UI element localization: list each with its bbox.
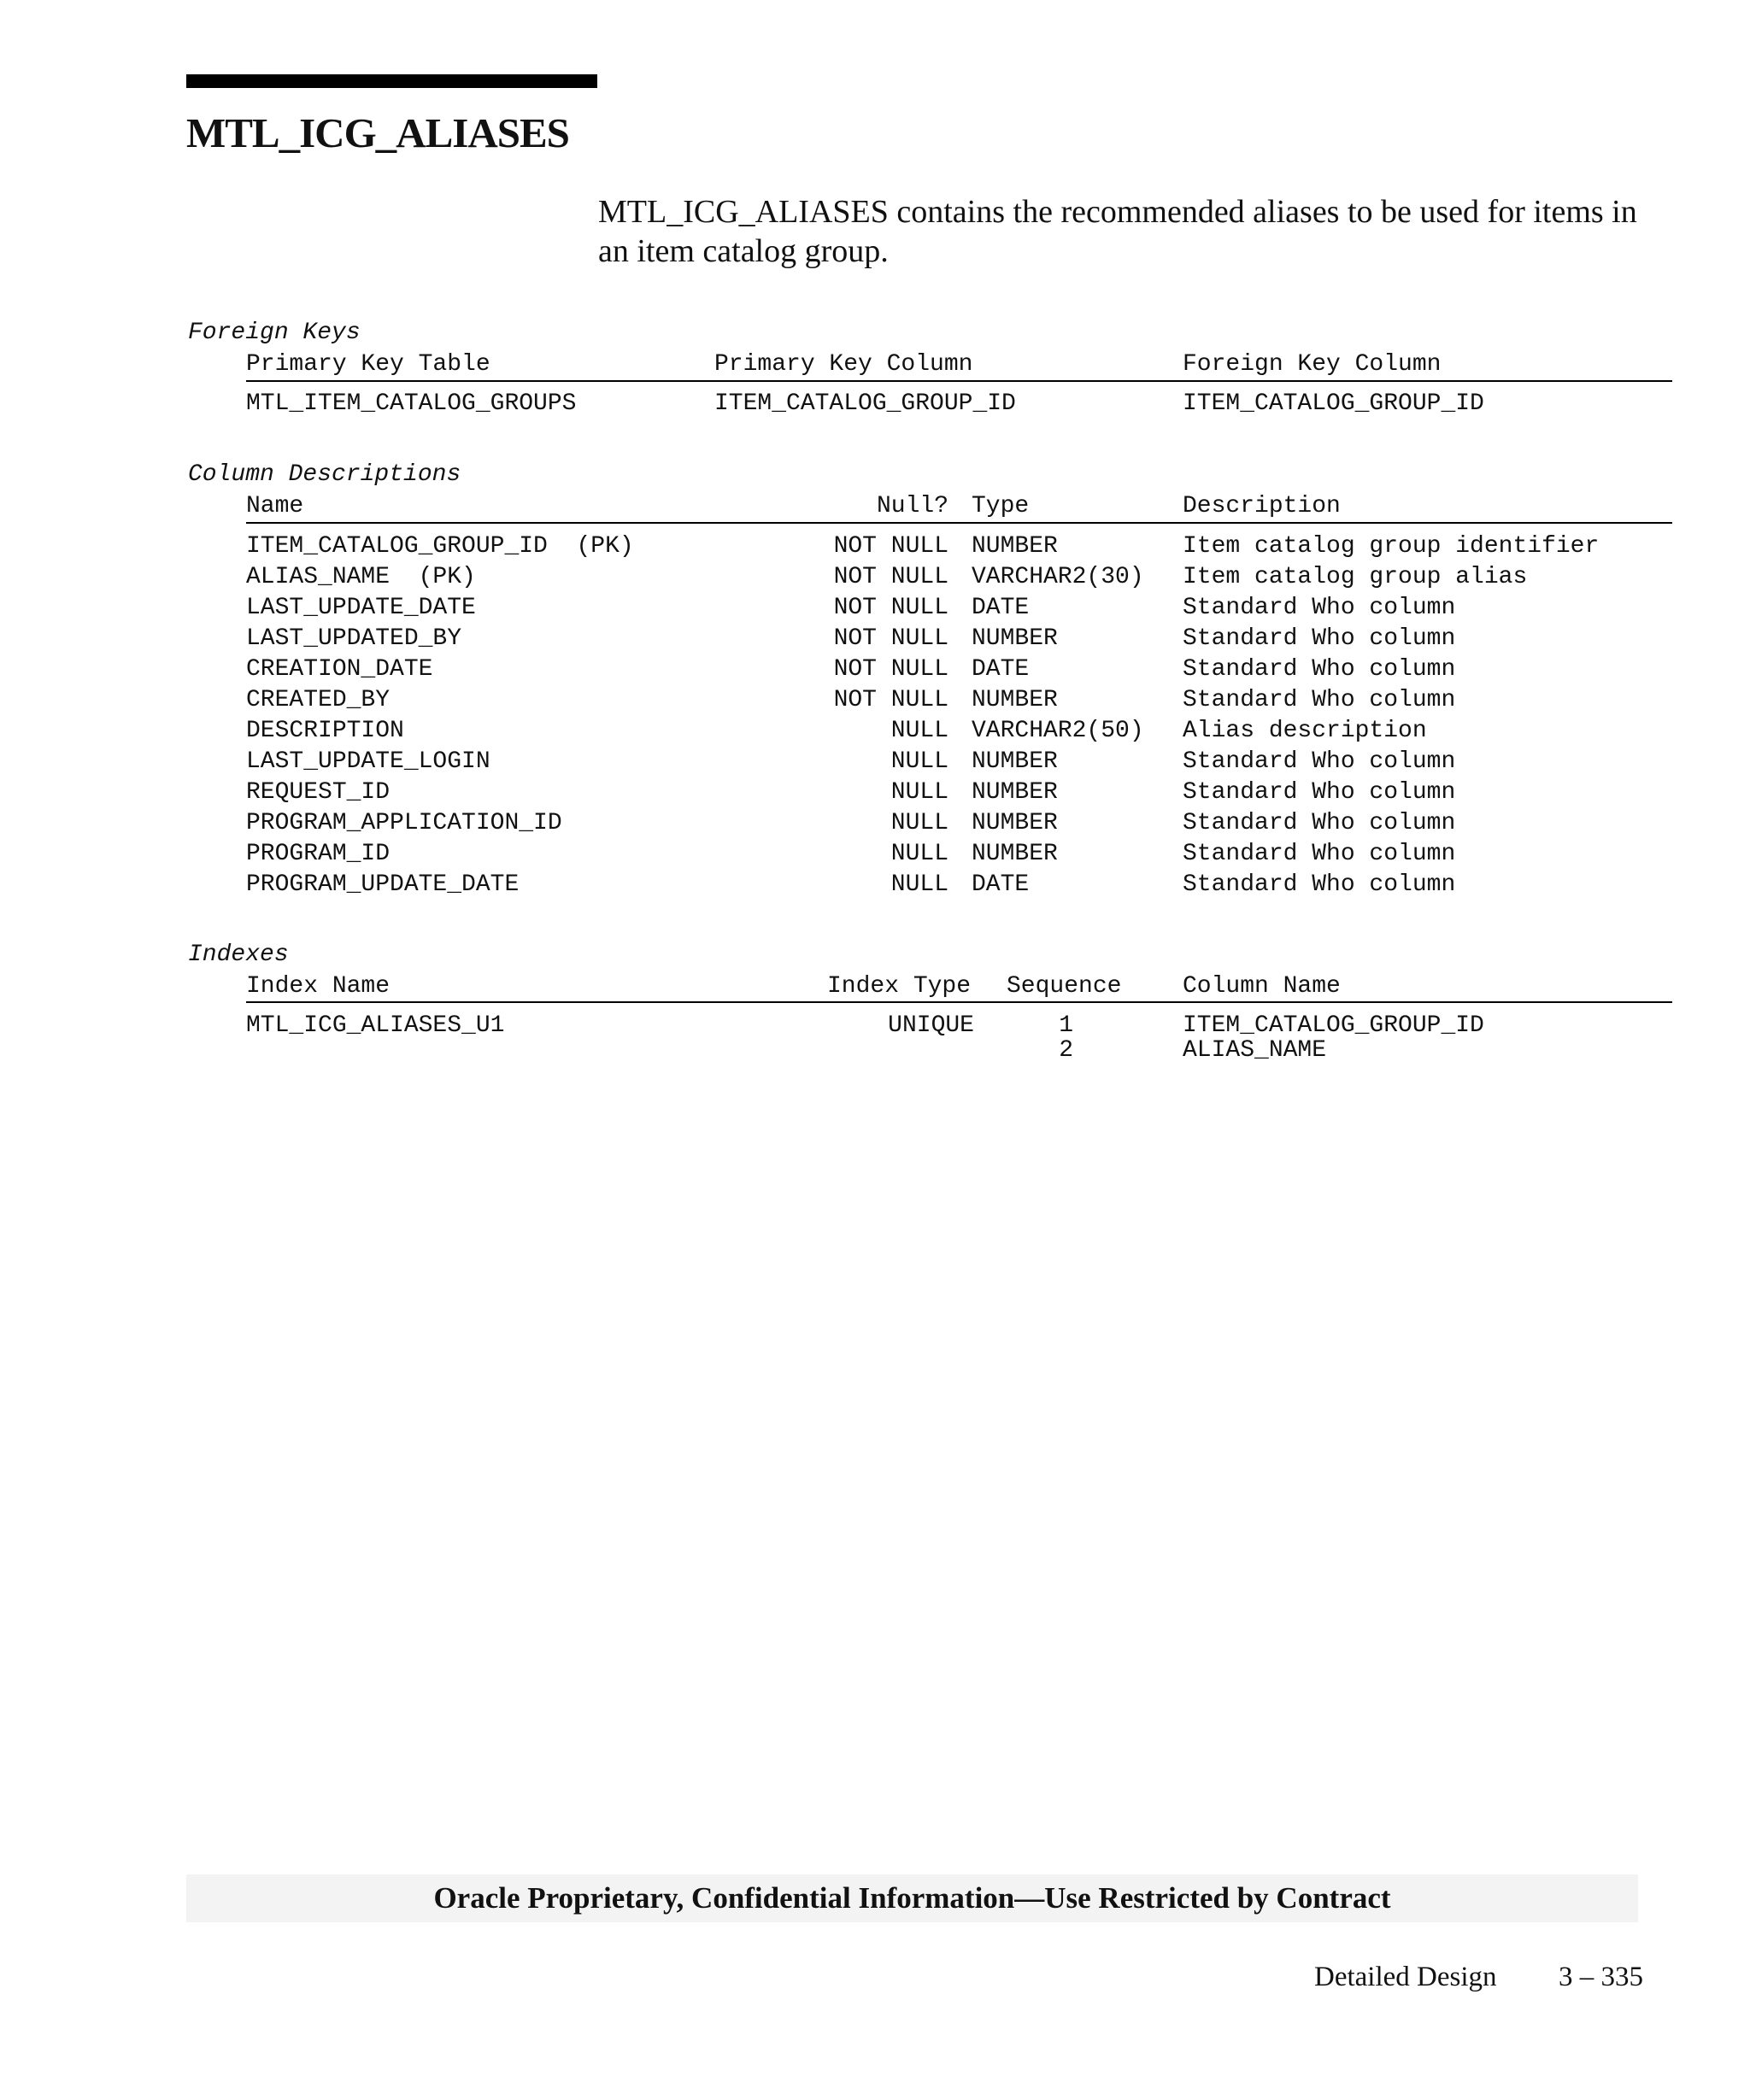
column-type: NUMBER bbox=[972, 625, 1058, 652]
column-description: Item catalog group identifier bbox=[1183, 533, 1600, 560]
column-null: NOT NULL bbox=[833, 625, 948, 652]
column-descriptions-heading: Column Descriptions bbox=[188, 461, 461, 488]
columns-rule bbox=[246, 522, 1672, 524]
idx-header-column: Column Name bbox=[1183, 973, 1341, 1000]
column-null: NOT NULL bbox=[833, 595, 948, 621]
column-type: NUMBER bbox=[972, 841, 1058, 867]
table-row bbox=[0, 747, 1750, 777]
table-row bbox=[0, 389, 1750, 419]
column-type: DATE bbox=[972, 595, 1030, 621]
title-rule bbox=[186, 74, 597, 88]
column-type: VARCHAR2(50) bbox=[972, 718, 1144, 744]
indexes-heading: Indexes bbox=[188, 941, 289, 968]
col-header-null: Null? bbox=[876, 493, 948, 519]
column-type: NUMBER bbox=[972, 748, 1058, 775]
column-name: ITEM_CATALOG_GROUP_ID (PK) bbox=[246, 533, 634, 560]
column-description: Standard Who column bbox=[1183, 841, 1456, 867]
fk-header-pk-column: Primary Key Column bbox=[714, 351, 973, 378]
column-description: Standard Who column bbox=[1183, 810, 1456, 836]
column-null: NULL bbox=[890, 810, 948, 836]
column-null: NOT NULL bbox=[833, 656, 948, 683]
column-name: DESCRIPTION bbox=[246, 718, 404, 744]
col-header-name: Name bbox=[246, 493, 304, 519]
table-description: MTL_ICG_ALIASES contains the recommended aliases to be used for items in an item catalog group. bbox=[598, 194, 1637, 269]
table-row bbox=[0, 531, 1750, 562]
table-row bbox=[0, 593, 1750, 624]
fk-pk-table: MTL_ITEM_CATALOG_GROUPS bbox=[246, 390, 577, 417]
col-header-type: Type bbox=[972, 493, 1030, 519]
column-description: Standard Who column bbox=[1183, 748, 1456, 775]
fk-fk-column: ITEM_CATALOG_GROUP_ID bbox=[1183, 390, 1484, 417]
column-description: Standard Who column bbox=[1183, 871, 1456, 898]
table-row bbox=[0, 1035, 1750, 1066]
column-name: CREATED_BY bbox=[246, 687, 391, 713]
column-description: Standard Who column bbox=[1183, 595, 1456, 621]
column-null: NULL bbox=[890, 718, 948, 744]
column-null: NOT NULL bbox=[833, 533, 948, 560]
footer-section-name: Detailed Design bbox=[1314, 1962, 1497, 1992]
idx-header-sequence: Sequence bbox=[1007, 973, 1122, 1000]
column-name: LAST_UPDATE_LOGIN bbox=[246, 748, 490, 775]
index-name: MTL_ICG_ALIASES_U1 bbox=[246, 1012, 505, 1039]
index-column-name: ALIAS_NAME bbox=[1183, 1037, 1327, 1064]
column-name: LAST_UPDATE_DATE bbox=[246, 595, 476, 621]
column-type: NUMBER bbox=[972, 533, 1058, 560]
table-row bbox=[0, 624, 1750, 654]
index-column-name: ITEM_CATALOG_GROUP_ID bbox=[1183, 1012, 1484, 1039]
table-row bbox=[0, 808, 1750, 839]
column-type: NUMBER bbox=[972, 779, 1058, 806]
column-name: PROGRAM_APPLICATION_ID bbox=[246, 810, 562, 836]
fk-header-fk-column: Foreign Key Column bbox=[1183, 351, 1442, 378]
foreign-keys-rule bbox=[246, 380, 1672, 382]
column-type: VARCHAR2(30) bbox=[972, 564, 1144, 590]
page-title: MTL_ICG_ALIASES bbox=[186, 109, 569, 156]
column-null: NULL bbox=[890, 871, 948, 898]
column-null: NULL bbox=[890, 748, 948, 775]
indexes-rule bbox=[246, 1001, 1672, 1003]
table-row bbox=[0, 654, 1750, 685]
footer-page-number: 3 – 335 bbox=[1559, 1962, 1643, 1992]
confidentiality-notice: Oracle Proprietary, Confidential Information––Use Restricted by Contract bbox=[186, 1874, 1638, 1922]
column-name: CREATION_DATE bbox=[246, 656, 433, 683]
column-type: NUMBER bbox=[972, 687, 1058, 713]
column-name: REQUEST_ID bbox=[246, 779, 391, 806]
column-null: NULL bbox=[890, 841, 948, 867]
col-header-description: Description bbox=[1183, 493, 1341, 519]
index-sequence: 1 bbox=[1059, 1012, 1073, 1039]
idx-header-name: Index Name bbox=[246, 973, 391, 1000]
column-description: Standard Who column bbox=[1183, 687, 1456, 713]
table-row bbox=[0, 777, 1750, 808]
column-description: Alias description bbox=[1183, 718, 1427, 744]
column-type: DATE bbox=[972, 871, 1030, 898]
table-row bbox=[0, 839, 1750, 870]
column-name: ALIAS_NAME (PK) bbox=[246, 564, 476, 590]
column-null: NOT NULL bbox=[833, 687, 948, 713]
index-sequence: 2 bbox=[1059, 1037, 1073, 1064]
foreign-keys-heading: Foreign Keys bbox=[188, 320, 361, 346]
column-type: DATE bbox=[972, 656, 1030, 683]
fk-pk-column: ITEM_CATALOG_GROUP_ID bbox=[714, 390, 1016, 417]
table-row bbox=[0, 562, 1750, 593]
column-name: PROGRAM_ID bbox=[246, 841, 391, 867]
column-type: NUMBER bbox=[972, 810, 1058, 836]
table-row bbox=[0, 685, 1750, 716]
fk-header-pk-table: Primary Key Table bbox=[246, 351, 490, 378]
column-description: Standard Who column bbox=[1183, 656, 1456, 683]
column-null: NOT NULL bbox=[833, 564, 948, 590]
column-description: Standard Who column bbox=[1183, 779, 1456, 806]
column-null: NULL bbox=[890, 779, 948, 806]
column-name: PROGRAM_UPDATE_DATE bbox=[246, 871, 520, 898]
idx-header-type: Index Type bbox=[827, 973, 972, 1000]
column-name: LAST_UPDATED_BY bbox=[246, 625, 462, 652]
table-row bbox=[0, 870, 1750, 900]
column-description: Standard Who column bbox=[1183, 625, 1456, 652]
column-description: Item catalog group alias bbox=[1183, 564, 1528, 590]
index-type: UNIQUE bbox=[888, 1012, 974, 1039]
table-row bbox=[0, 716, 1750, 747]
